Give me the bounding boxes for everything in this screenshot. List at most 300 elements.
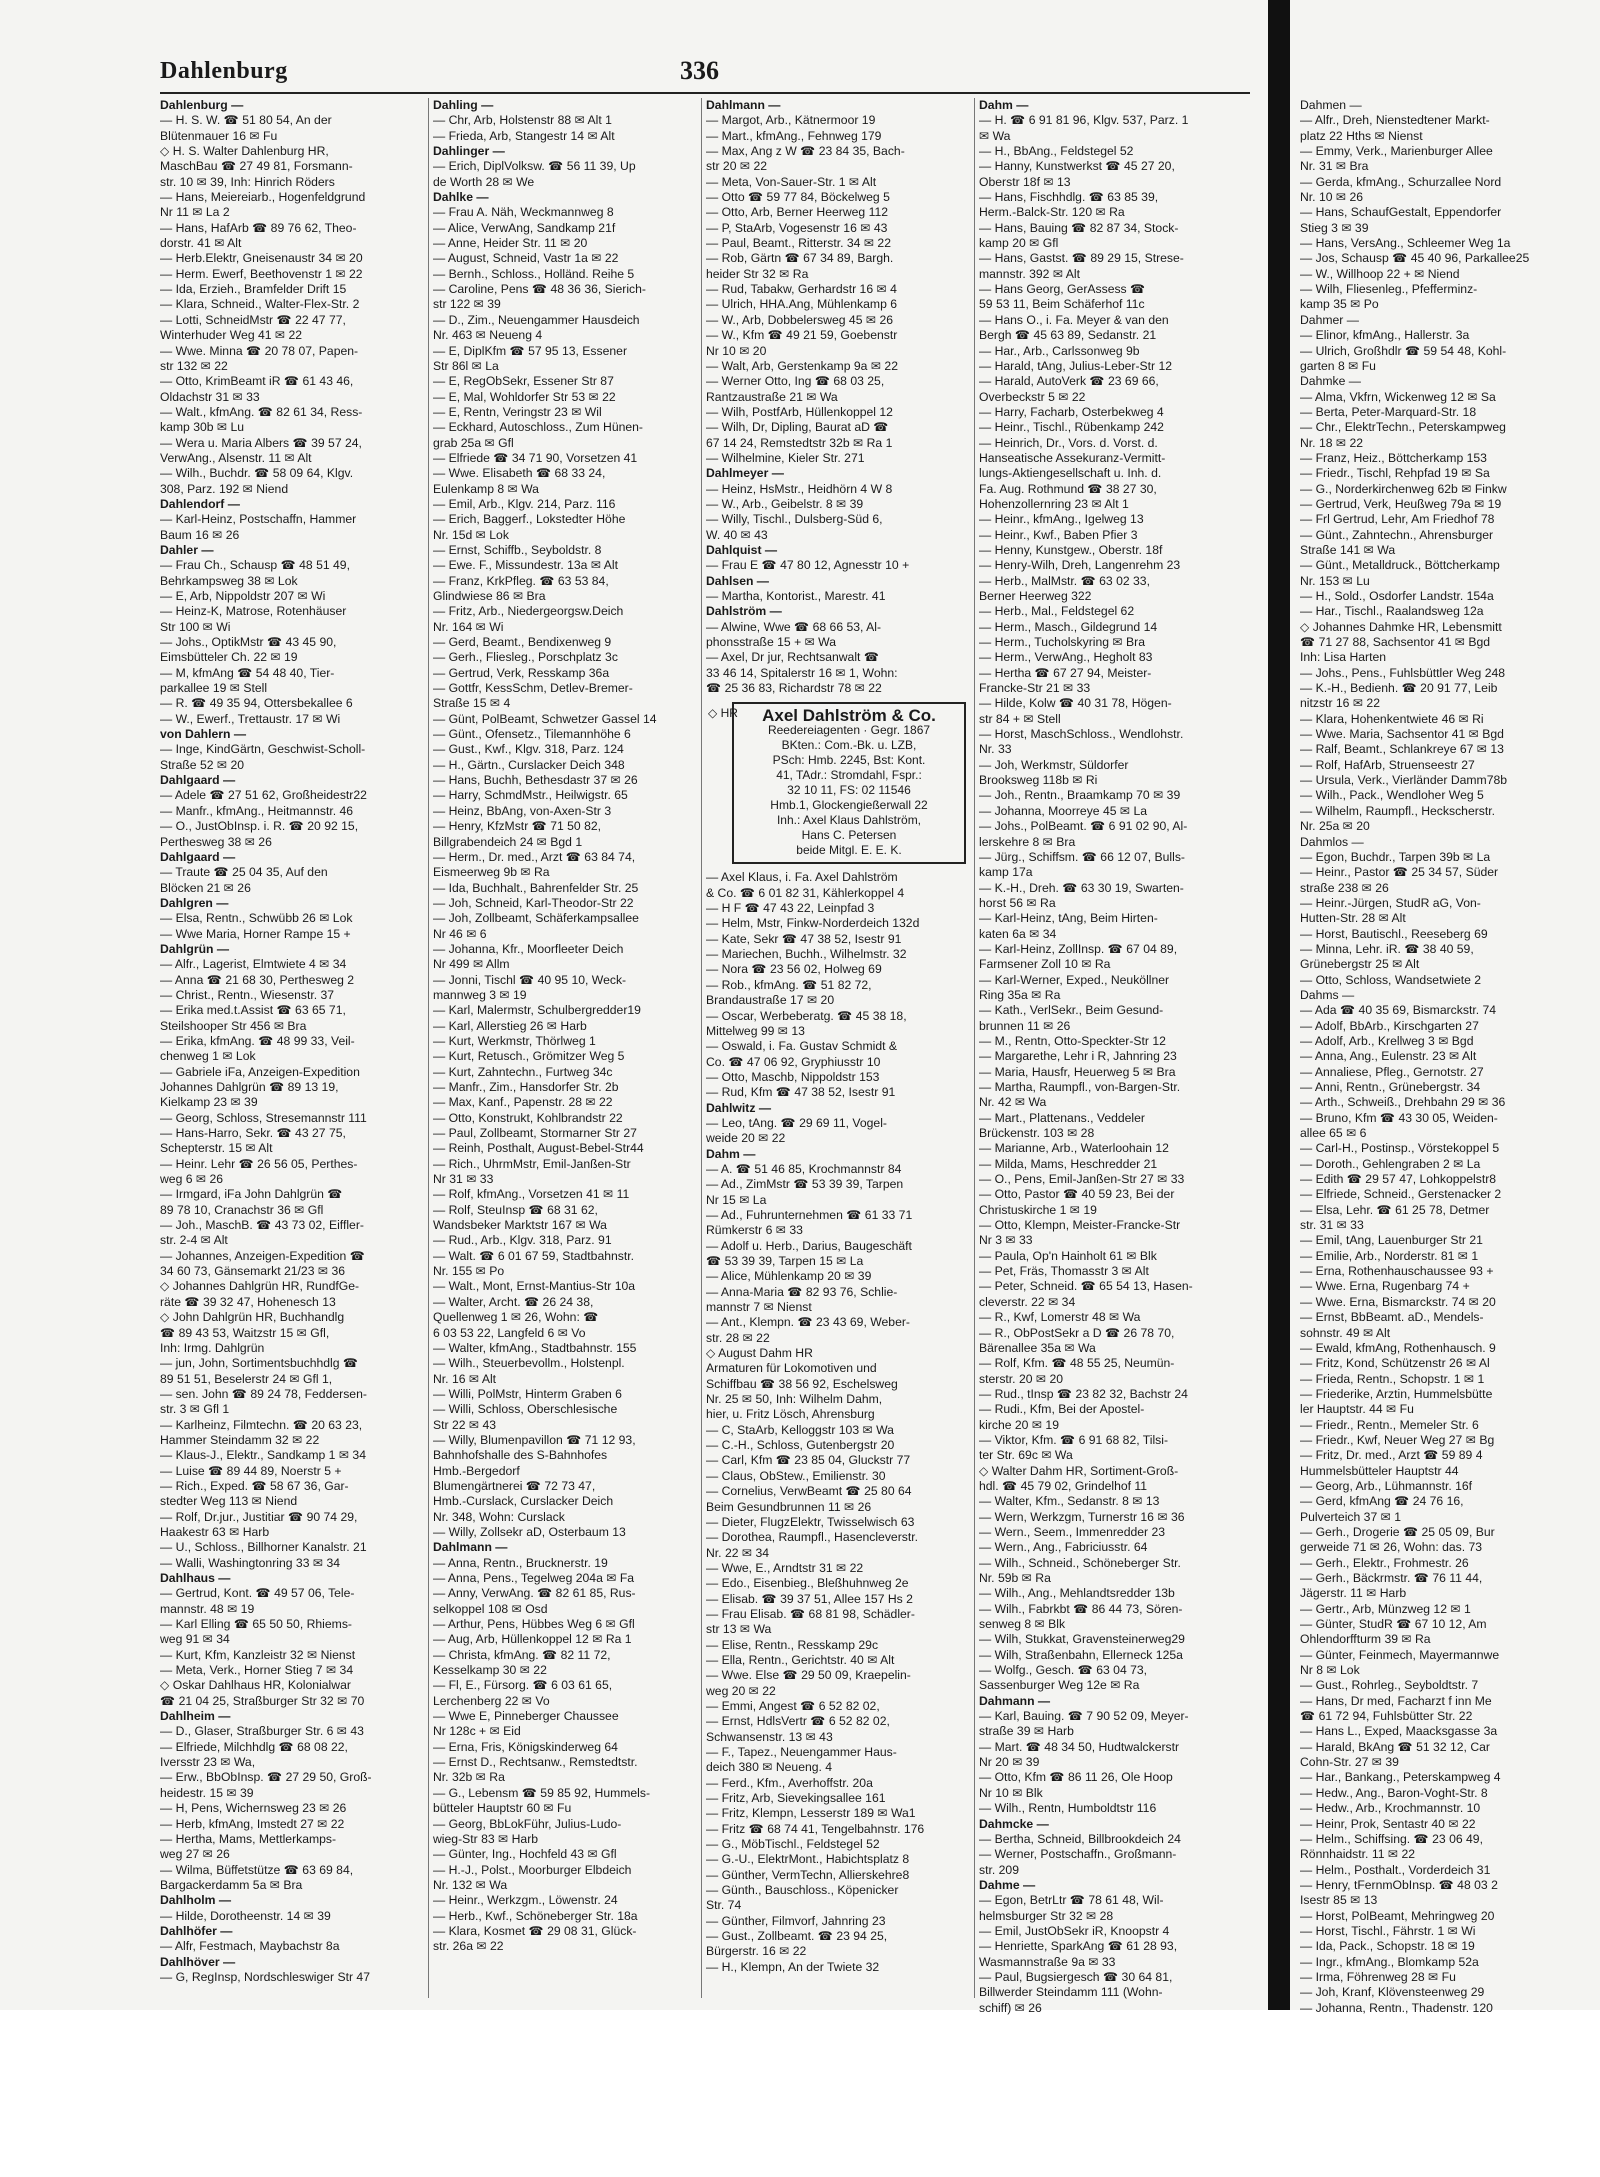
directory-entry-line: Nr. 31 ✉ Bra [1300,159,1369,174]
directory-entry-line: — Aug, Arb, Hüllenkoppel 12 ✉ Ra 1 [433,1632,632,1647]
directory-entry-line: Nr. 32b ✉ Ra [433,1770,505,1785]
directory-entry-line: — Günther, Filmvorf, Jahnring 23 [706,1913,886,1928]
directory-entry-line: — Wilh., Ang., Mehlandtsredder 13b [979,1586,1175,1601]
directory-entry-line: — Georg, BbLokFühr, Julius-Ludo- [433,1816,622,1831]
directory-entry-line: — Cornelius, VerwBeamt ☎ 25 80 64 [706,1484,912,1499]
directory-entry-line: — Ulrich, Großhdlr ☎ 59 54 48, Kohl- [1300,343,1507,358]
directory-entry-line: Cohn-Str. 27 ✉ 39 [1300,1755,1399,1770]
book-gutter [1268,0,1290,2010]
directory-entry-line: kamp 20 ✉ Gfl [979,236,1059,251]
directory-entry-line: kamp 30b ✉ Lu [160,420,245,435]
directory-entry-line: Bargackerdamm 5a ✉ Bra [160,1877,303,1892]
directory-entry-line: Str 100 ✉ Wi [160,619,231,634]
directory-entry-line: Perthesweg 38 ✉ 26 [160,834,272,849]
directory-entry-line: — Wwe. Minna ☎ 20 78 07, Papen- [160,343,359,358]
directory-entry-line: Baum 16 ✉ 26 [160,527,240,542]
directory-entry-line: — Harald, BkAng ☎ 51 32 12, Car [1300,1739,1490,1754]
directory-entry-line: Hanseatische Assekuranz-Vermitt- [979,450,1166,465]
directory-entry-line: — Otto ☎ 59 77 84, Böckelweg 5 [706,190,890,205]
directory-entry-line: Nr. 25a ✉ 20 [1300,819,1370,834]
page-number: 336 [680,56,719,85]
directory-entry-line: — Mariechen, Buchh., Wilhelmstr. 32 [706,947,907,962]
directory-entry-line: — Hans, Dr med, Facharzt f inn Me [1300,1693,1492,1708]
directory-entry-line: mannstr 7 ✉ Nienst [706,1300,812,1315]
surname-heading: Dahling — [433,98,494,112]
directory-entry-line: — Gerh., Elektr., Frohmestr. 26 [1300,1555,1469,1570]
directory-entry-line: mannstr. 48 ✉ 19 [160,1601,255,1616]
directory-entry-line: — P, StaArb, Vogesenstr 16 ✉ 43 [706,220,888,235]
directory-entry-line: Bärenallee 35a ✉ Wa [979,1340,1096,1355]
directory-entry-line: — Axel, Dr jur, Rechtsanwalt ☎ [706,650,879,665]
directory-entry-line: — Joh., Rentn., Braamkamp 70 ✉ 39 [979,788,1181,803]
directory-entry-line: — Paul, Beamt., Ritterstr. 34 ✉ 22 [706,236,891,251]
directory-entry-line: — Heinz, HsMstr., Heidhörn 4 W 8 [706,481,893,496]
directory-entry-line: — Manfr., kfmAng., Heitmannstr. 46 [160,803,354,818]
directory-entry-line: — Hanny, Kunstwerkst ☎ 45 27 20, [979,159,1175,174]
directory-entry-line: Nr. 153 ✉ Lu [1300,573,1370,588]
directory-entry-line: — E, Rentn, Veringstr 23 ✉ Wil [433,404,602,419]
surname-heading: Dahlquist — [706,542,778,557]
directory-entry-line: — Johs., Pens., Fuhlsbüttler Weg 248 [1300,665,1506,680]
directory-entry-line: — Ernst, HdlsVertr ☎ 6 52 82 02, [706,1714,890,1729]
directory-entry-line: str 84 + ✉ Stell [979,711,1061,726]
directory-entry-line: Brückenstr. 103 ✉ 28 [979,1126,1095,1141]
directory-entry-line: ler Hauptstr. 44 ✉ Fu [1300,1402,1414,1417]
surname-heading: Dahlström — [706,604,782,619]
directory-entry-line: — Maria, Hausfr, Heuerweg 5 ✉ Bra [979,1064,1176,1079]
directory-entry-line: — Gerda, kfmAng., Schurzallee Nord [1300,174,1502,189]
surname-heading: Dahmer — [1300,312,1359,327]
directory-entry-line: Behrkampsweg 38 ✉ Lok [160,573,298,588]
directory-entry-line: — Karl, Malermstr, Schulbergredder19 [433,1003,641,1018]
directory-entry-line: lerskehre 8 ✉ Bra [979,834,1076,849]
directory-entry-line: — Anne, Heider Str. 11 ✉ 20 [433,236,588,251]
directory-column-1 [160,98,429,1998]
directory-entry-line: — Ant., Klempn. ☎ 23 43 69, Weber- [706,1315,910,1330]
page-title: Dahlenburg [160,58,288,84]
advertisement-line: PSch: Hmb. 2245, Bst: Kont. [772,753,926,768]
directory-entry-line: Schiffbau ☎ 38 56 92, Eschelsweg [706,1376,898,1391]
directory-entry-line: ◇ Walter Dahm HR, Sortiment-Groß- [979,1463,1179,1478]
directory-entry-line: — Erw., BbObInsp. ☎ 27 29 50, Groß- [160,1770,372,1785]
directory-entry-line: — Heinr. Lehr ☎ 26 56 05, Perthes- [160,1156,358,1171]
surname-heading: Dahlmann — [433,1540,508,1555]
directory-entry-line: Kesselkamp 30 ✉ 22 [433,1663,547,1678]
surname-heading: Dahlheim — [160,1709,231,1724]
directory-entry-line: — Edo., Eisenbieg., Bleßhuhnweg 2e [706,1576,909,1591]
directory-entry-line: — Dorothea, Raumpfl., Hasencleverstr. [706,1530,919,1545]
directory-entry-line: hier, u. Fritz Lösch, Ahrensburg [706,1407,875,1422]
directory-entry-line: — Anna, Pens., Tegelweg 204a ✉ Fa [433,1571,635,1585]
directory-entry-line: — Rud, Kfm ☎ 47 38 52, Isestr 91 [706,1085,896,1100]
directory-entry-line: Fa. Aug. Rothmund ☎ 38 27 30, [979,481,1157,496]
directory-entry-line: — Hans, Bauing ☎ 82 87 34, Stock- [979,220,1179,235]
directory-entry-line: Nr. 59b ✉ Ra [979,1571,1051,1585]
directory-entry-line: — Erich, DiplVolksw. ☎ 56 11 39, Up [433,159,636,174]
directory-entry-line: 34 60 73, Gänsemarkt 21/23 ✉ 36 [160,1264,346,1279]
directory-entry-line: str. 10 ✉ 39, Inh: Hinrich Röders [160,174,335,189]
directory-entry-line: — Willy, Tischl., Dulsberg-Süd 6, [706,512,883,527]
directory-entry-line: — Jos, Schausp ☎ 45 40 96, Parkallee25 [1300,251,1530,266]
directory-entry-line: — Wilhelm, Raumpfl., Heckscherstr. [1300,803,1496,818]
directory-entry-line: — Carl, Kfm ☎ 23 85 04, Gluckstr 77 [706,1453,911,1468]
directory-entry-line: — Alice, VerwAng, Sandkamp 21f [433,220,616,235]
directory-entry-line: Eismeerweg 9b ✉ Ra [433,865,550,880]
directory-entry-line: — Ada ☎ 40 35 69, Bismarckstr. 74 [1300,1003,1497,1018]
directory-entry-line: — Otto, Kfm ☎ 86 11 26, Ole Hoop [979,1770,1173,1785]
directory-entry-line: ☎ 25 36 83, Richardstr 78 ✉ 22 [706,681,882,696]
directory-entry-line: — Joh., MaschB. ☎ 43 73 02, Eiffler- [160,1218,364,1233]
directory-entry-line: Winterhuder Weg 41 ✉ 22 [160,328,303,343]
directory-entry-line: — Joh, Schneid, Karl-Theodor-Str 22 [433,895,634,910]
directory-entry-line: weg 6 ✉ 26 [160,1172,224,1187]
directory-entry-line: — August, Schneid, Vastr 1a ✉ 22 [433,251,619,266]
directory-entry-line: senweg 8 ✉ Blk [979,1617,1066,1632]
directory-entry-line: — Wilh., Buchdr. ☎ 58 09 64, Klgv. [160,466,354,481]
directory-entry-line: — Max, Kanf., Papenstr. 28 ✉ 22 [433,1095,613,1110]
directory-entry-line: heidestr. 15 ✉ 39 [160,1785,254,1800]
directory-entry-line: — Anny, VerwAng. ☎ 82 61 85, Rus- [433,1586,636,1601]
directory-entry-line: — Frl Gertrud, Lehr, Am Friedhof 78 [1300,512,1495,527]
directory-entry-line: — Otto, Pastor ☎ 40 59 23, Bei der [979,1187,1175,1202]
directory-entry-line: — Jürg., Schiffsm. ☎ 66 12 07, Bulls- [979,849,1185,864]
directory-entry-line: — Günter, Feinmech, Mayermannwe [1300,1647,1500,1662]
directory-entry-line: — U., Schloss., Billhorner Kanalstr. 21 [160,1540,367,1555]
directory-entry-line: — Erika, kfmAng. ☎ 48 99 33, Veil- [160,1033,355,1048]
directory-entry-line: — Arthur, Pens, Hübbes Weg 6 ✉ Gfl [433,1617,635,1632]
directory-entry-line: Nr 20 ✉ 39 [979,1755,1040,1770]
directory-entry-line: — Alma, Vkfrn, Wickenweg 12 ✉ Sa [1300,389,1496,404]
directory-entry-line: — Hans, Gastst. ☎ 89 29 15, Strese- [979,251,1184,266]
directory-entry-line: — Traute ☎ 25 04 35, Auf den [160,865,328,880]
directory-entry-line: — Hans-Harro, Sekr. ☎ 43 27 75, [160,1126,346,1141]
directory-entry-line: Hammer Steindamm 32 ✉ 22 [160,1432,320,1447]
advertisement-line: BKten.: Com.-Bk. u. LZB, [781,738,917,753]
directory-entry-line: Christuskirche 1 ✉ 19 [979,1202,1097,1217]
directory-entry-line: — Fritz, Klempn, Lesserstr 189 ✉ Wa1 [706,1806,916,1821]
directory-entry-line: — Har., Bankang., Peterskampweg 4 [1300,1770,1501,1785]
directory-entry-line: — Fritz, Arb., Niedergeorgsw.Deich [433,604,624,619]
directory-entry-line: — Meta, Von-Sauer-Str. 1 ✉ Alt [706,174,877,189]
directory-entry-line: Armaturen für Lokomotiven und [706,1361,877,1376]
directory-entry-line: Straße 15 ✉ 4 [433,696,511,711]
directory-entry-line: ◇ Oskar Dahlhaus HR, Kolonialwar [160,1678,351,1693]
directory-entry-line: — Georg, Schloss, Stresemannstr 111 [160,1110,367,1125]
directory-entry-line: — Wolfg., Gesch. ☎ 63 04 73, [979,1663,1148,1678]
directory-entry-line: — G., Norderkirchenweg 62b ✉ Finkw [1300,481,1507,496]
directory-entry-line: MaschBau ☎ 27 49 81, Forsmann- [160,159,353,174]
directory-entry-line: — Wwe. Maria, Sachsentor 41 ✉ Bgd [1300,727,1504,742]
directory-entry-line: Blöcken 21 ✉ 26 [160,880,251,895]
directory-entry-line: — Wilh., Schneid., Schöneberger Str. [979,1555,1181,1570]
directory-entry-line: — Frieda, Arb, Stangestr 14 ✉ Alt [433,128,615,143]
directory-entry-line: — Frau Ch., Schausp ☎ 48 51 49, [160,558,350,573]
directory-entry-line: — Alice, Mühlenkamp 20 ✉ 39 [706,1269,872,1284]
directory-entry-line: Brooksweg 118b ✉ Ri [979,773,1098,788]
directory-entry-line: — Emil, Arb., Klgv. 214, Parz. 116 [433,496,616,511]
directory-entry-line: 67 14 24, Remstedtstr 32b ✉ Ra 1 [706,435,893,450]
directory-entry-line: — Willi, PolMstr, Hinterm Graben 6 [433,1386,622,1401]
surname-heading: von Dahlern — [160,727,247,742]
directory-entry-line: Nr. 42 ✉ Wa [979,1095,1047,1110]
directory-entry-line: str. 2-4 ✉ Alt [160,1233,228,1248]
directory-entry-line: — Hertha, Mams, Mettlerkamps- [160,1831,337,1846]
directory-entry-line: de Worth 28 ✉ We [433,174,535,189]
directory-entry-line: brunnen 11 ✉ 26 [979,1018,1071,1033]
directory-entry-line: — Bernh., Schloss., Holländ. Reihe 5 [433,266,635,281]
directory-entry-line: — Caroline, Pens ☎ 48 36 36, Sierich- [433,282,646,297]
directory-entry-line: — Ella, Rentn., Gerichtstr. 40 ✉ Alt [706,1652,895,1667]
directory-entry-line: hdl. ☎ 45 79 02, Grindelhof 11 [979,1478,1148,1493]
directory-entry-line: stedter Weg 113 ✉ Niend [160,1494,298,1509]
directory-entry-line: Wandsbeker Marktstr 167 ✉ Wa [433,1218,607,1233]
directory-entry-line: — Heinr., Pastor ☎ 25 34 57, Süder [1300,865,1499,880]
directory-entry-line: — Willy, Zollsekr aD, Osterbaum 13 [433,1524,626,1539]
directory-entry-line: — Walter, Kfm., Sedanstr. 8 ✉ 13 [979,1494,1160,1509]
directory-entry-line: — Hans Georg, GerAssess ☎ [979,282,1146,297]
directory-entry-line: — Walt., kfmAng. ☎ 82 61 34, Ress- [160,404,363,419]
directory-entry-line: Schepterstr. 15 ✉ Alt [160,1141,273,1156]
directory-entry-line: — Inge, KindGärtn, Geschwist-Scholl- [160,742,366,757]
directory-entry-line: ☎ 21 04 25, Straßburger Str 32 ✉ 70 [160,1693,365,1708]
directory-entry-line: — Willy, Blumenpavillon ☎ 71 12 93, [433,1432,636,1447]
surname-heading: Dahlgren — [160,895,229,910]
directory-entry-line: ter Str. 69c ✉ Wa [979,1448,1073,1463]
directory-entry-line: — Har., Tischl., Raalandsweg 12a [1300,604,1484,619]
directory-entry-line: Eimsbütteler Ch. 22 ✉ 19 [160,650,298,665]
directory-entry-line: Blütenmauer 16 ✉ Fu [160,128,278,143]
directory-entry-line: — Friederike, Arztin, Hummelsbütte [1300,1386,1493,1401]
directory-entry-line: — Luise ☎ 89 44 89, Noerstr 5 + [160,1463,342,1478]
directory-entry-line: — Friedr., Rentn., Memeler Str. 6 [1300,1417,1479,1432]
directory-entry-line: — Berta, Peter-Marquard-Str. 18 [1300,404,1477,419]
directory-entry-line: — Johs., OptikMstr ☎ 43 45 90, [160,635,337,650]
directory-entry-line: Nr 10 ✉ Blk [979,1785,1043,1800]
directory-entry-line: — Rolf, SteuInsp ☎ 68 31 62, [433,1202,598,1217]
directory-entry-line: Str 22 ✉ 43 [433,1417,497,1432]
surname-heading: Dahmke — [1300,374,1361,389]
directory-entry-line: — Elise, Rentn., Resskamp 29c [706,1637,879,1652]
directory-entry-line: — Ewald, kfmAng, Rothenhausch. 9 [1300,1340,1496,1355]
directory-entry-line: — Gust., Zollbeamt. ☎ 23 94 25, [706,1929,888,1944]
directory-entry-line: — Christa, kfmAng. ☎ 82 11 72, [433,1647,611,1662]
directory-entry-line: — Heinr, Prok, Sentastr 40 ✉ 22 [1300,1816,1476,1831]
directory-entry-line: — A. ☎ 51 46 85, Krochmannstr 84 [706,1161,902,1176]
directory-entry-line: — Karl-Werner, Exped., Neuköllner [979,972,1170,987]
directory-entry-line: — Reinh, Posthalt, August-Bebel-Str44 [433,1141,644,1156]
directory-entry-line: — Klara, Schneid., Walter-Flex-Str. 2 [160,297,360,312]
directory-entry-line: — Wwe E, Pinneberger Chaussee [433,1709,619,1724]
directory-entry-line: — Oscar, Werbeberatg. ☎ 45 38 18, [706,1008,907,1023]
directory-entry-line: — Wilh., Rentn, Humboldtstr 116 [979,1801,1157,1816]
directory-entry-line: Jägerstr. 11 ✉ Harb [1300,1586,1407,1601]
directory-entry-line: — Henny, Kunstgew., Oberstr. 18f [979,542,1163,557]
directory-entry-line: — Elfriede, Milchhdlg ☎ 68 08 22, [160,1739,348,1754]
directory-entry-line: — Hans L., Exped, Maacksgasse 3a [1300,1724,1498,1739]
directory-entry-line: — Herm., Dr. med., Arzt ☎ 63 84 74, [433,849,636,864]
directory-entry-line: — Viktor, Kfm. ☎ 6 91 68 82, Tilsi- [979,1432,1169,1447]
directory-entry-line: Nr 11 ✉ La 2 [160,205,230,220]
surname-heading: Dahlgaard — [160,849,236,864]
directory-entry-line: — Nora ☎ 23 56 02, Holweg 69 [706,962,882,977]
surname-heading: Dahmen — [1300,98,1362,112]
directory-entry-line: — Marianne, Arb., Waterloohain 12 [979,1141,1169,1156]
directory-entry-line: str. 31 ✉ 33 [1300,1218,1364,1233]
directory-entry-line: — Elisab. ☎ 39 37 51, Allee 157 Hs 2 [706,1591,913,1606]
directory-entry-line: — Günter, StudR ☎ 67 10 12, Am [1300,1617,1487,1632]
directory-entry-line: selkoppel 108 ✉ Osd [433,1601,548,1616]
directory-entry-line: — Har., Arb., Carlssonweg 9b [979,343,1140,358]
directory-entry-line: — Milda, Mams, Heschredder 21 [979,1156,1158,1171]
directory-entry-line: — Erna, Fris, Königskinderweg 64 [433,1739,618,1754]
directory-entry-line: Herm.-Balck-Str. 120 ✉ Ra [979,205,1125,220]
directory-entry-line: — Anni, Rentn., Grünebergstr. 34 [1300,1080,1481,1094]
directory-entry-line: kirche 20 ✉ 19 [979,1417,1059,1432]
surname-heading: Dahlhöfer — [160,1923,233,1938]
directory-entry-line: — Mart., kfmAng., Fehnweg 179 [706,128,882,143]
directory-entry-line: — Hedw., Arb., Krochmannstr. 10 [1300,1801,1481,1816]
directory-entry-line: Glindwiese 86 ✉ Bra [433,589,546,603]
directory-entry-line: — Johannes, Anzeigen-Expedition ☎ [160,1248,365,1263]
directory-entry-line: — Elsa, Lehr. ☎ 61 25 78, Detmer [1300,1202,1490,1217]
directory-entry-line: Grünebergstr 25 ✉ Alt [1300,957,1420,972]
directory-entry-line: — Adolf u. Herb., Darius, Baugeschäft [706,1238,912,1253]
directory-entry-line: Inh: Lisa Harten [1300,650,1387,665]
directory-entry-line: — Elinor, kfmAng., Hallerstr. 3a [1300,328,1470,343]
directory-entry-line: Steilshooper Str 456 ✉ Bra [160,1018,307,1033]
directory-entry-line: Str 86l ✉ La [433,358,499,373]
directory-entry-line: 89 78 10, Cranachstr 36 ✉ Gfl [160,1202,324,1217]
directory-entry-line: — jun, John, Sortimentsbuchhdlg ☎ [160,1356,359,1371]
directory-entry-line: — G.-U., ElektrMont., Habichtsplatz 8 [706,1852,910,1867]
directory-entry-line: Hummelsbütteler Hauptstr 44 [1300,1463,1459,1478]
directory-entry-line: — G., Lebensm ☎ 59 85 92, Hummels- [433,1785,651,1800]
directory-entry-line: — Otto, KrimBeamt iR ☎ 61 43 46, [160,374,354,389]
directory-entry-line: — Martha, Raumpfl., von-Bargen-Str. [979,1080,1181,1094]
directory-entry-line: Nr. 348, Wohn: Curslack [433,1509,565,1524]
surname-heading: Dahlke — [433,190,489,205]
directory-entry-line: str. 3 ✉ Gfl 1 [160,1402,230,1417]
directory-entry-line: — Werner Otto, Ing ☎ 68 03 25, [706,374,885,389]
directory-entry-line: — Heinrich, Dr., Vors. d. Vorst. d. [979,435,1158,450]
directory-entry-line: — Ida, Erzieh., Bramfelder Drift 15 [160,282,347,297]
directory-entry-line: — Gerh., Bäckrmstr. ☎ 76 11 44, [1300,1571,1483,1585]
directory-entry-line: — Manfr., Zim., Hansdorfer Str. 2b [433,1080,619,1094]
directory-entry-line: — Fl, E., Fürsorg. ☎ 6 03 61 65, [433,1678,613,1693]
directory-entry-line: — Meta, Verk., Horner Stieg 7 ✉ 34 [160,1663,354,1678]
directory-entry-line: Nr 31 ✉ 33 [433,1172,494,1187]
directory-entry-line: str 132 ✉ 22 [160,358,228,373]
directory-entry-line: — W., Arb., Geibelstr. 8 ✉ 39 [706,496,864,511]
directory-entry-line: phonsstraße 15 + ✉ Wa [706,635,837,650]
directory-entry-line: — Herb., Kwf., Schöneberger Str. 18a [433,1908,638,1923]
directory-entry-line: — Klara, Hohenkentwiete 46 ✉ Ri [1300,711,1484,726]
directory-entry-line: str. 26a ✉ 22 [433,1939,504,1954]
directory-entry-line: — Martha, Kontorist., Marestr. 41 [706,589,886,603]
directory-entry-line: ☎ 89 43 53, Waitzstr 15 ✉ Gfl, [160,1325,330,1340]
directory-entry-line: — Paula, Op'n Hainholt 61 ✉ Blk [979,1248,1157,1263]
directory-entry-line: — H. S. W. ☎ 51 80 54, An der [160,113,332,128]
directory-entry-line: — Heinr.-Jürgen, StudR aG, Von- [1300,895,1481,910]
directory-entry-line: — Ad., ZimMstr ☎ 53 39 39, Tarpen [706,1177,904,1192]
directory-entry-line: — Anna, Rentn., Brucknerstr. 19 [433,1555,608,1570]
directory-entry-line: — Günt., Ofensetz., Tilemannhöhe 6 [433,727,631,742]
directory-entry-line: kamp 35 ✉ Po [1300,297,1379,312]
surname-heading: Dahlhaus — [160,1571,231,1585]
directory-entry-line: Rantzaustraße 21 ✉ Wa [706,389,838,404]
directory-entry-line: heider Str 32 ✉ Ra [706,266,809,281]
directory-entry-line: — Joh, Werkmstr, Süldorfer [979,757,1129,772]
directory-entry-line: — Frau Elisab. ☎ 68 81 98, Schädler- [706,1606,915,1621]
directory-entry-line: — Arth., Schweiß., Drehbahn 29 ✉ 36 [1300,1095,1506,1110]
directory-entry-line: — Max, Ang z W ☎ 23 84 35, Bach- [706,144,905,159]
directory-entry-line: — Wilh, Straßenbahn, Ellerneck 125a [979,1647,1183,1662]
company-advertisement-box [708,702,966,864]
directory-entry-line: ◇ Johannes Dahlgrün HR, RundfGe- [160,1279,360,1294]
directory-entry-line: — Paul, Zollbeamt, Stormarner Str 27 [433,1126,637,1141]
directory-entry-line: — Henry, tFernmObInsp. ☎ 48 03 2 [1300,1877,1498,1892]
directory-entry-line: — Herb., Mal., Feldstegel 62 [979,604,1135,619]
directory-entry-line: — Günth., Bauschloss., Köpenicker [706,1883,899,1898]
directory-entry-line: — Lotti, SchneidMstr ☎ 22 47 77, [160,312,346,327]
directory-entry-line: Johannes Dahlgrün ☎ 89 13 19, [160,1080,339,1094]
directory-entry-line: ◇ Johannes Dahmke HR, Lebensmitt [1300,619,1502,634]
directory-entry-line: — Ursula, Verk., Vierländer Damm78b [1300,773,1508,788]
directory-entry-line: — Kurt, Werkmstr, Thörlweg 1 [433,1033,596,1048]
directory-entry-line: — Oswald, i. Fa. Gustav Schmidt & [706,1039,897,1054]
directory-entry-line: — Kurt, Kfm, Kanzleistr 32 ✉ Nienst [160,1647,356,1662]
directory-entry-line: — Henriette, SparkAng ☎ 61 28 93, [979,1939,1178,1954]
directory-entry-line: — Ferd., Kfm., Averhoffstr. 20a [706,1775,873,1790]
directory-entry-line: — Franz, Heiz., Böttcherkamp 153 [1300,450,1487,465]
directory-entry-line: — Walter, Archt. ☎ 26 24 38, [433,1294,594,1309]
directory-entry-line: Nr. 22 ✉ 34 [706,1545,770,1560]
directory-entry-line: & Co. ☎ 6 01 82 31, Kählerkoppel 4 [706,885,905,900]
directory-entry-line: — Alfr, Festmach, Maybachstr 8a [160,1939,340,1954]
directory-entry-line: — Wwe. Erna, Bismarckstr. 74 ✉ 20 [1300,1294,1496,1309]
directory-entry-line: — Georg, Arb., Lühmannstr. 16f [1300,1478,1473,1493]
directory-entry-line: — Ida, Pack., Schopstr. 18 ✉ 19 [1300,1939,1475,1954]
directory-entry-line: — Walt., Mont, Ernst-Mantius-Str 10a [433,1279,636,1294]
directory-entry-line: sohnstr. 49 ✉ Alt [1300,1325,1391,1340]
directory-entry-line: — Fritz ☎ 68 74 41, Tengelbahnstr. 176 [706,1821,925,1836]
directory-entry-line: — F., Tapez., Neuengammer Haus- [706,1745,897,1759]
directory-entry-line: — Walli, Washingtonring 33 ✉ 34 [160,1555,341,1570]
directory-entry-line: chenweg 1 ✉ Lok [160,1049,256,1064]
directory-entry-line: — Heinr., Tischl., Rübenkamp 242 [979,420,1164,435]
directory-entry-line: — Rich., UhrmMstr, Emil-Janßen-Str [433,1156,631,1171]
directory-entry-line: horst 56 ✉ Ra [979,895,1056,910]
directory-entry-line: — Wern, Werkzgm, Turnerstr 16 ✉ 36 [979,1509,1185,1524]
directory-entry-line: — Harald, tAng, Julius-Leber-Str 12 [979,358,1173,373]
directory-entry-line: — Joh, Kranf, Klövensteenweg 29 [1300,1985,1485,2000]
surname-heading: Dahmann — [979,1693,1051,1708]
directory-entry-line: — Joh, Zollbeamt, Schäferkampsallee [433,911,639,926]
directory-entry-line: ◇ John Dahlgrün HR, Buchhandlg [160,1310,345,1325]
surname-heading: Dahlinger — [433,144,505,159]
directory-entry-line: Beim Gesundbrunnen 11 ✉ 26 [706,1499,872,1514]
directory-entry-line: Bürgerstr. 16 ✉ 22 [706,1944,807,1959]
directory-entry-line: — Herm. Ewerf, Beethovenstr 1 ✉ 22 [160,266,363,281]
directory-entry-line: — Emilie, Arb., Norderstr. 81 ✉ 1 [1300,1248,1479,1263]
directory-entry-line: — Edith ☎ 29 57 47, Lohkoppelstr8 [1300,1172,1497,1187]
directory-entry-line: — Günt., Metalldruck., Böttcherkamp [1300,558,1500,573]
directory-entry-line: — Doroth., Gehlengraben 2 ✉ La [1300,1156,1481,1171]
directory-entry-line: lungs-Aktiengesellschaft u. Inh. d. [979,466,1162,481]
directory-entry-line: ◇ H. S. Walter Dahlenburg HR, [160,144,329,159]
directory-entry-line: — Karl-Heinz, Postschaffn, Hammer [160,512,357,527]
directory-entry-line: — W., Ewerf., Trettaustr. 17 ✉ Wi [160,711,341,726]
